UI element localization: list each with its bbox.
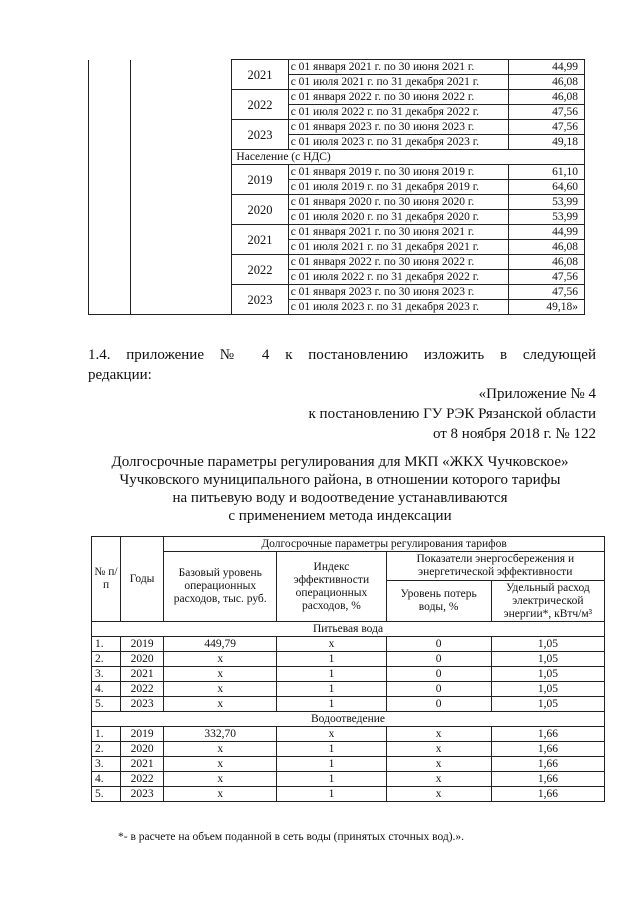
row-year: 2019	[121, 727, 164, 742]
tariff-value-cell: 46,08	[508, 255, 584, 270]
appendix-header-line-1: «Приложение № 4	[478, 386, 596, 402]
row-base-level: х	[164, 757, 277, 772]
year-cell: 2020	[232, 195, 288, 225]
period-cell: с 01 января 2020 г. по 30 июня 2020 г.	[288, 195, 508, 210]
section-row	[92, 622, 605, 637]
year-cell: 2023	[232, 285, 288, 315]
period-cell: с 01 января 2022 г. по 30 июня 2022 г.	[288, 255, 508, 270]
period-cell: с 01 июля 2023 г. по 31 декабря 2023 г.	[288, 300, 508, 315]
period-cell: с 01 июля 2019 г. по 31 декабря 2019 г.	[288, 180, 508, 195]
row-number: 1.	[92, 637, 121, 652]
row-power-consumption: 1,05	[491, 652, 604, 667]
row-efficiency-index: 1	[277, 742, 386, 757]
table-row	[92, 727, 605, 742]
period-cell: с 01 января 2023 г. по 30 июня 2023 г.	[288, 120, 508, 135]
row-water-loss: х	[386, 727, 491, 742]
row-base-level: х	[164, 652, 277, 667]
row-efficiency-index: 1	[277, 682, 386, 697]
table-row	[92, 652, 605, 667]
row-base-level: х	[164, 742, 277, 757]
header-energy-group: Показатели энергосбережения и энергетической эффективности	[386, 552, 604, 581]
tariff-value-cell: 47,56	[508, 105, 584, 120]
row-power-consumption: 1,05	[491, 697, 604, 712]
period-cell: с 01 января 2019 г. по 30 июня 2019 г.	[288, 165, 508, 180]
year-cell: 2022	[232, 255, 288, 285]
tariff-value-cell: 61,10	[508, 165, 584, 180]
table-row	[92, 682, 605, 697]
row-water-loss: 0	[386, 697, 491, 712]
header-efficiency-index: Индекс эффективности операционных расходов, %	[277, 552, 386, 622]
row-efficiency-index: х	[277, 727, 386, 742]
row-power-consumption: 1,05	[491, 667, 604, 682]
table-row	[92, 667, 605, 682]
tariff-value-cell: 49,18»	[508, 300, 584, 315]
period-cell: с 01 июля 2021 г. по 31 декабря 2021 г.	[288, 75, 508, 90]
row-number: 3.	[92, 757, 121, 772]
row-year: 2021	[121, 757, 164, 772]
header-number: № п/п	[92, 537, 121, 622]
row-number: 5.	[92, 787, 121, 802]
row-number: 4.	[92, 772, 121, 787]
section-row	[92, 712, 605, 727]
period-cell: с 01 июля 2020 г. по 31 декабря 2020 г.	[288, 210, 508, 225]
period-cell: с 01 июля 2022 г. по 31 декабря 2022 г.	[288, 270, 508, 285]
row-power-consumption: 1,66	[491, 727, 604, 742]
table-row	[92, 787, 605, 802]
row-water-loss: 0	[386, 652, 491, 667]
row-base-level: х	[164, 787, 277, 802]
row-power-consumption: 1,66	[491, 772, 604, 787]
tariff-value-cell: 53,99	[508, 195, 584, 210]
row-base-level: х	[164, 682, 277, 697]
row-water-loss: 0	[386, 682, 491, 697]
row-efficiency-index: 1	[277, 667, 386, 682]
appendix-header-line-2: к постановлению ГУ РЭК Рязанской области	[308, 406, 596, 422]
left-blank-column	[89, 60, 131, 315]
row-power-consumption: 1,66	[491, 757, 604, 772]
row-efficiency-index: 1	[277, 652, 386, 667]
row-year: 2022	[121, 772, 164, 787]
period-cell: с 01 июля 2022 г. по 31 декабря 2022 г.	[288, 105, 508, 120]
paragraph-line-1: 1.4. приложение № 4 к постановлению изложить в следующей	[88, 347, 596, 363]
tariff-value-cell: 44,99	[508, 60, 584, 75]
tariff-value-cell: 47,56	[508, 120, 584, 135]
title-line-2: Чучковского муниципального района, в отношении которого тарифы	[119, 472, 561, 488]
period-cell: с 01 января 2023 г. по 30 июня 2023 г.	[288, 285, 508, 300]
paragraph-line-2: редакции:	[88, 367, 152, 383]
year-cell: 2022	[232, 90, 288, 120]
row-efficiency-index: х	[277, 637, 386, 652]
row-year: 2019	[121, 637, 164, 652]
row-power-consumption: 1,05	[491, 682, 604, 697]
footnote: *- в расчете на объем поданной в сеть воды (принятых сточных вод).».	[118, 831, 465, 843]
row-water-loss: 0	[386, 667, 491, 682]
tariff-value-cell: 47,56	[508, 285, 584, 300]
row-base-level: 449,79	[164, 637, 277, 652]
row-number: 5.	[92, 697, 121, 712]
row-efficiency-index: 1	[277, 772, 386, 787]
row-power-consumption: 1,66	[491, 787, 604, 802]
period-cell: с 01 января 2021 г. по 30 июня 2021 г.	[288, 60, 508, 75]
period-cell: с 01 июля 2021 г. по 31 декабря 2021 г.	[288, 240, 508, 255]
tariff-value-cell: 46,08	[508, 240, 584, 255]
row-number: 2.	[92, 742, 121, 757]
row-number: 1.	[92, 727, 121, 742]
row-base-level: х	[164, 697, 277, 712]
left-blank-column	[131, 60, 232, 315]
header-water-loss: Уровень потерь воды, %	[386, 581, 491, 622]
row-base-level: х	[164, 772, 277, 787]
tariff-value-cell: 47,56	[508, 270, 584, 285]
period-cell: с 01 января 2021 г. по 30 июня 2021 г.	[288, 225, 508, 240]
table-row	[92, 637, 605, 652]
header-base-level: Базовый уровень операционных расходов, тыс. руб.	[164, 552, 277, 622]
row-number: 4.	[92, 682, 121, 697]
row-power-consumption: 1,05	[491, 637, 604, 652]
appendix-header-line-3: от 8 ноября 2018 г. № 122	[432, 426, 596, 442]
row-year: 2020	[121, 742, 164, 757]
row-power-consumption: 1,66	[491, 742, 604, 757]
tariff-value-cell: 64,60	[508, 180, 584, 195]
row-water-loss: х	[386, 742, 491, 757]
tariff-value-cell: 53,99	[508, 210, 584, 225]
title-line-1: Долгосрочные параметры регулирования для МКП «ЖКХ Чучковское»	[111, 454, 569, 470]
row-base-level: 332,70	[164, 727, 277, 742]
tariff-value-cell: 46,08	[508, 75, 584, 90]
group-label: Население (с НДС)	[232, 150, 585, 165]
table-row	[92, 772, 605, 787]
row-year: 2022	[121, 682, 164, 697]
period-cell: с 01 января 2022 г. по 30 июня 2022 г.	[288, 90, 508, 105]
row-base-level: х	[164, 667, 277, 682]
table-row	[92, 742, 605, 757]
year-cell: 2021	[232, 60, 288, 90]
title-line-3: на питьевую воду и водоотведение устанавливаются	[172, 490, 508, 506]
row-water-loss: х	[386, 787, 491, 802]
row-year: 2020	[121, 652, 164, 667]
row-water-loss: 0	[386, 637, 491, 652]
tariff-value-cell: 49,18	[508, 135, 584, 150]
row-efficiency-index: 1	[277, 757, 386, 772]
row-year: 2023	[121, 697, 164, 712]
tariff-value-cell: 46,08	[508, 90, 584, 105]
year-cell: 2021	[232, 225, 288, 255]
row-efficiency-index: 1	[277, 787, 386, 802]
year-cell: 2019	[232, 165, 288, 195]
header-power-consumption: Удельный расход электрической энергии*, кВтч/м³	[491, 581, 604, 622]
tariff-continuation-table	[88, 59, 585, 315]
period-cell: с 01 июля 2023 г. по 31 декабря 2023 г.	[288, 135, 508, 150]
tariff-value-cell: 44,99	[508, 225, 584, 240]
section-title: Питьевая вода	[92, 622, 605, 637]
header-group: Долгосрочные параметры регулирования тарифов	[164, 537, 605, 552]
table-row	[92, 697, 605, 712]
title-line-4: с применением метода индексации	[228, 508, 452, 524]
row-water-loss: х	[386, 772, 491, 787]
top-table-row	[89, 60, 585, 75]
year-cell: 2023	[232, 120, 288, 150]
row-number: 3.	[92, 667, 121, 682]
row-efficiency-index: 1	[277, 697, 386, 712]
row-water-loss: х	[386, 757, 491, 772]
header-years: Годы	[121, 537, 164, 622]
row-year: 2021	[121, 667, 164, 682]
table-row	[92, 757, 605, 772]
section-title: Водоотведение	[92, 712, 605, 727]
row-number: 2.	[92, 652, 121, 667]
row-year: 2023	[121, 787, 164, 802]
regulation-parameters-table	[91, 536, 605, 802]
